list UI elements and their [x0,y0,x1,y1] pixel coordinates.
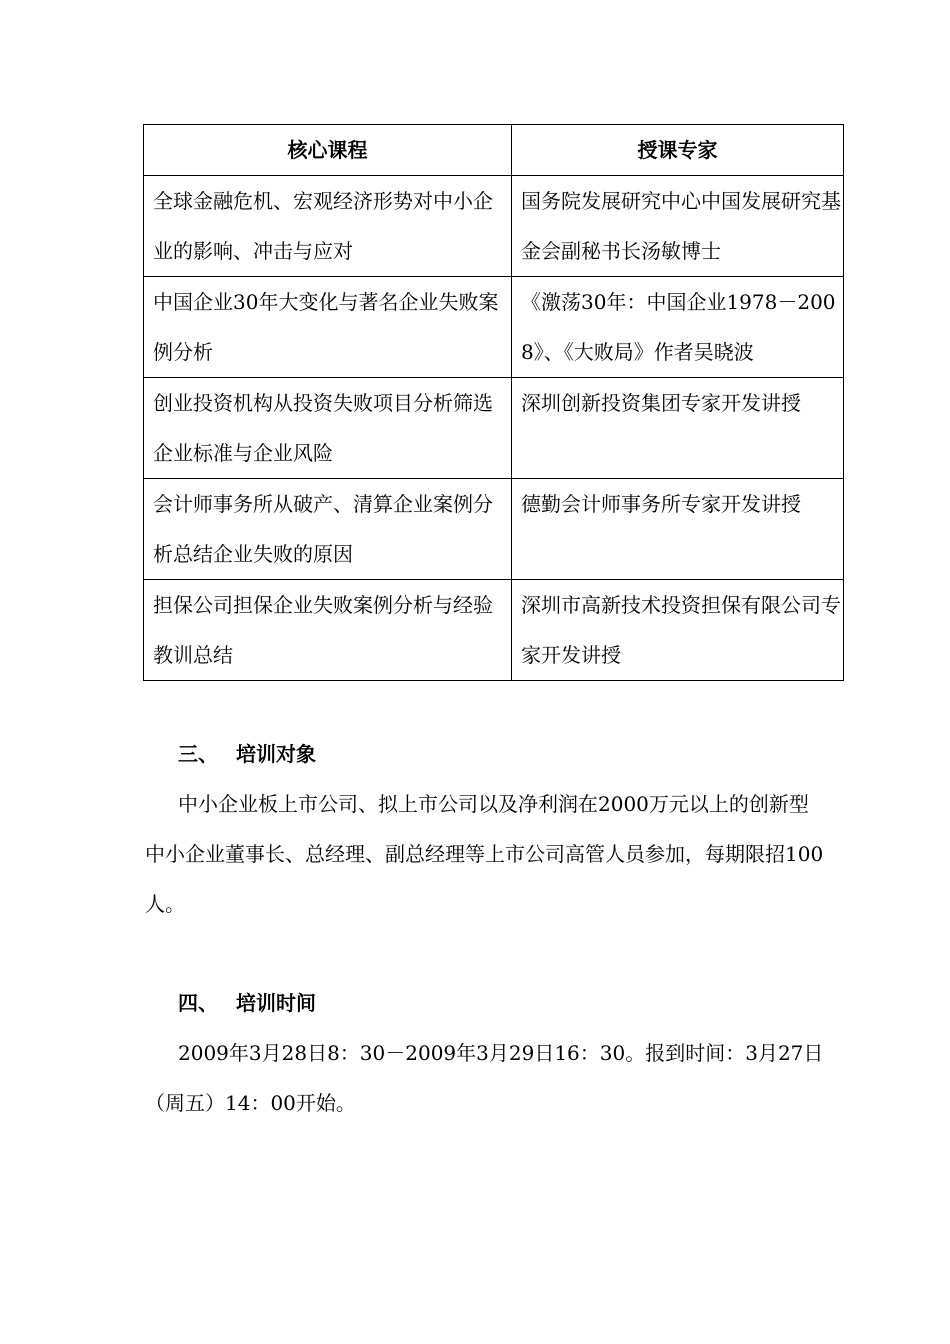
table-row [144,378,844,479]
course-cell: 担保公司担保企业失败案例分析与经验教训总结 [144,580,512,681]
expert-cell: 深圳市高新技术投资担保有限公司专家开发讲授 [512,580,844,681]
header-course: 核心课程 [144,125,512,176]
section4-heading [178,978,316,1028]
table-header-row [144,125,844,176]
expert-cell: 深圳创新投资集团专家开发讲授 [512,378,844,479]
course-table [143,124,844,681]
section3-heading [178,729,316,779]
table-row [144,580,844,681]
header-expert: 授课专家 [512,125,844,176]
course-cell: 创业投资机构从投资失败项目分析筛选企业标准与企业风险 [144,378,512,479]
section3-title: 培训对象 [236,742,316,766]
expert-cell: 德勤会计师事务所专家开发讲授 [512,479,844,580]
expert-cell: 国务院发展研究中心中国发展研究基金会副秘书长汤敏博士 [512,176,844,277]
section4-number: 四、 [178,991,218,1015]
section4-title: 培训时间 [236,991,316,1015]
table-row [144,277,844,378]
course-cell: 中国企业30年大变化与著名企业失败案例分析 [144,277,512,378]
expert-cell: 《激荡30年：中国企业1978－2008》、《大败局》作者吴晓波 [512,277,844,378]
course-cell: 会计师事务所从破产、清算企业案例分析总结企业失败的原因 [144,479,512,580]
table-row [144,479,844,580]
course-cell: 全球金融危机、宏观经济形势对中小企业的影响、冲击与应对 [144,176,512,277]
section3-text: 中小企业板上市公司、拟上市公司以及净利润在2000万元以上的创新型中小企业董事长、总经理、副总经理等上市公司高管人员参加，每期限招100人。 [145,792,824,916]
table-row [144,176,844,277]
section3-number: 三、 [178,742,218,766]
section4-text: 2009年3月28日8：30－2009年3月29日16：30。报到时间：3月27日（周五）14：00开始。 [145,1041,824,1115]
